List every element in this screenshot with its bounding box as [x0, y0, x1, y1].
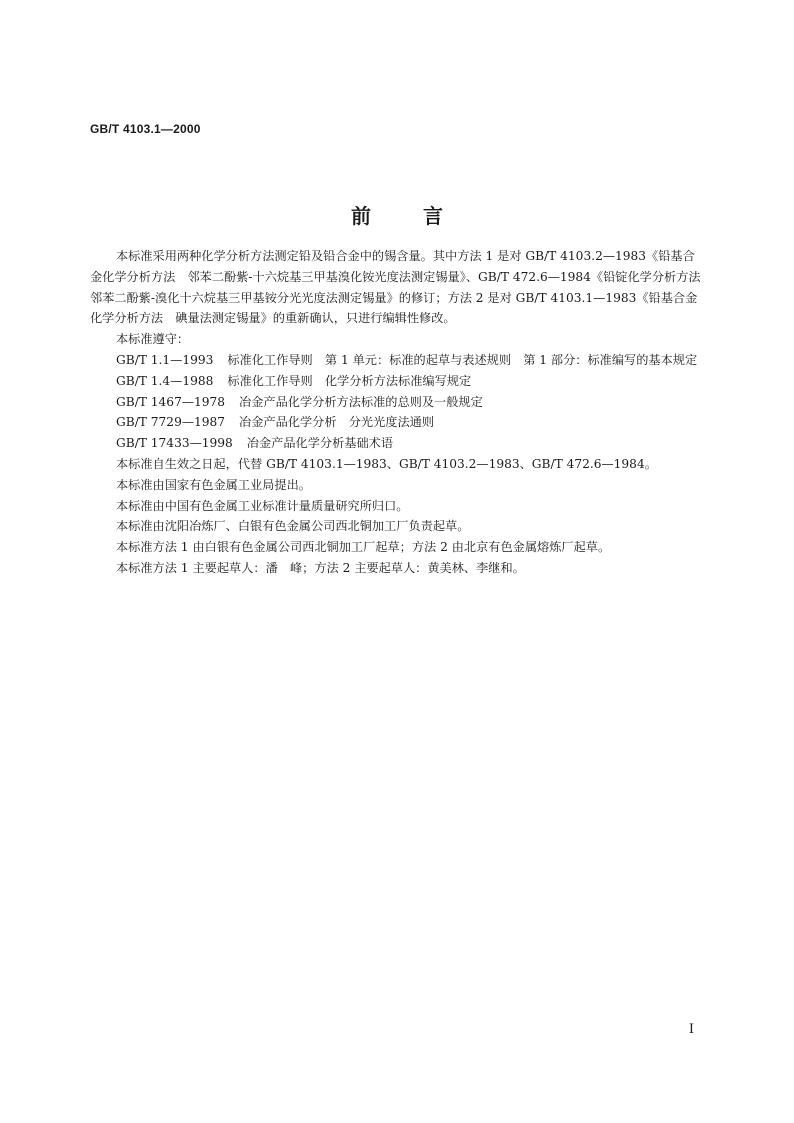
title-char-1: 前: [351, 204, 371, 228]
reference-code: GB/T 1467—1978: [116, 394, 226, 409]
reference-item: [90, 412, 702, 433]
reference-item: [90, 350, 702, 371]
foreword-body: [90, 246, 713, 579]
statement-method-drafters: 本标准方法 1 由白银有色金属公司西北铜加工厂起草；方法 2 由北京有色金属熔炼厂起草。: [116, 540, 611, 555]
reference-code: GB/T 17433—1998: [116, 436, 233, 451]
reference-code: GB/T 1.4—1988: [116, 373, 214, 388]
page-title: [0, 200, 794, 229]
page-number: I: [688, 1022, 694, 1037]
reference-item: [90, 371, 702, 392]
standard-code: GB/T 4103.1—2000: [90, 122, 201, 136]
intro-paragraph: 本标准采用两种化学分析方法测定铅及铅合金中的锡含量。其中方法 1 是对 GB/T 4103.2—1983《铅基合金化学分析方法 邻苯二酚紫-十六烷基三甲基溴化铵光度法测定锡量》、GB/T 472.6—1984《铅锭化学分析方法 邻苯二酚紫-溴化十六烷基三甲基铵分光光度法测定锡量》的修订；方法 2 是对 GB/T 4103.1—1983《铅基合金化学分析方法 碘量法测定锡量》的重新确认，只进行编辑性修改。: [90, 249, 713, 326]
statement-main-drafters: 本标准方法 1 主要起草人：潘 峰；方法 2 主要起草人：黄美林、李继和。: [116, 560, 525, 575]
statement-replacement: 本标准自生效之日起，代替 GB/T 4103.1—1983、GB/T 4103.2—1983、GB/T 472.6—1984。: [116, 456, 657, 471]
reference-code: GB/T 1.1—1993: [116, 352, 214, 367]
reference-desc: 冶金产品化学分析基础术语: [246, 436, 394, 451]
title-char-2: 言: [423, 204, 443, 228]
reference-desc: 标准化工作导则 第 1 单元：标准的起草与表述规则 第 1 部分：标准编写的基本规定: [227, 352, 698, 367]
statement-centralized: 本标准由中国有色金属工业标准计量质量研究所归口。: [116, 498, 409, 513]
reference-code: GB/T 7729—1987: [116, 415, 226, 430]
reference-item: [90, 433, 702, 454]
reference-desc: 冶金产品化学分析 分光光度法通则: [239, 415, 435, 430]
statement-drafting-units: 本标准由沈阳冶炼厂、白银有色金属公司西北铜加工厂负责起草。: [116, 519, 470, 534]
statement-proposer: 本标准由国家有色金属工业局提出。: [116, 477, 311, 492]
reference-desc: 标准化工作导则 化学分析方法标准编写规定: [227, 373, 472, 388]
reference-desc: 冶金产品化学分析方法标准的总则及一般规定: [239, 394, 483, 409]
reference-item: [90, 392, 702, 413]
compliance-heading: 本标准遵守：: [116, 332, 190, 347]
